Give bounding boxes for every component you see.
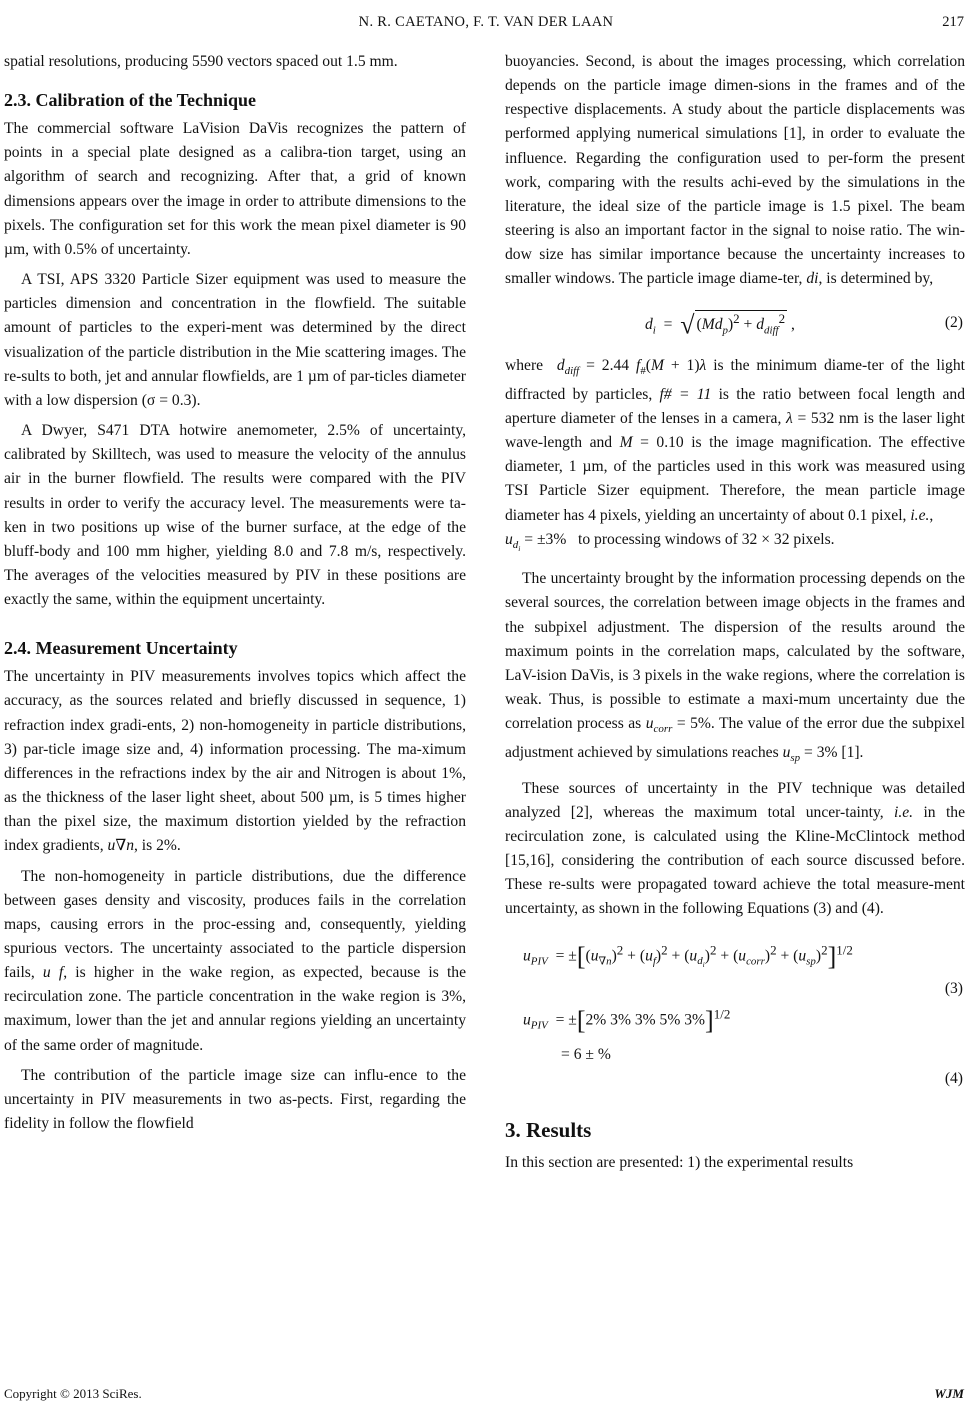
paragraph-uncertainty-1 <box>4 665 466 858</box>
right-column <box>505 50 965 1175</box>
paragraph-where: where $d_{diff} = 2.44$ $f_{\#}(M + 1)\lambda$ is the minimum diame-ter of the light diffracted by particles, f# = 11 is the ratio between focal length and aperture diameter of the lenses in a camera, λ = 532 nm is the laser light wave-length and M = 0.10 is the image magnification. The effective diameter, 1 µm, of the particles used in this work was measured using TSI Particle Sizer equipment. Therefore, the mean particle image diameter has 4 pixels, yielding an uncertainty of about 0.1 pixel, i.e., $u_{d_i} = \pm 3\%$ to processing windows of 32 × 32 pixels. <box>505 356 966 554</box>
copyright-notice: Copyright © 2013 SciRes. <box>4 1386 142 1401</box>
section-heading-results: 3. Results <box>505 1117 592 1142</box>
symbol-u-f: u f <box>42 964 64 982</box>
u-di-text: to processing windows of 32 × 32 pixels. <box>578 530 835 548</box>
symbol-M: M <box>619 434 633 452</box>
paragraph-right-2: The uncertainty brought by the information processing depends on the several sources, the correlation between image objects in the frames and the subpixel adjustment. The dispersion of the results around the maximum points in the correlation maps, calculated by the software, LaV-ision DaVis, is 3 pixels in the wake regions, where the correlation is weak. Thus, is possible to estimate a maxi-mum uncertainty due the correlation process as $u_{corr} = 5\%$. The value of the error due the subpixel adjustment achieved by simulations reaches $u_{sp} = 3\%$ [1]. <box>505 570 966 765</box>
paragraph-calibration-1: The commercial software LaVision DaVis recognizes the pattern of points in a special plate designed as a calibra-tion target, using an algorithm of search and recognizing. After that, a grid of known dimensions appears over the image in order to attribute dimensions to the pixels. The configuration set for this work the mean pixel diameter is 90 µm, with 0.5% of uncertainty. <box>4 120 466 258</box>
right-1-text: buoyancies. Second, is about the images processing, which correlation depends on the particle image dimen-sions in the frames and of the respective displacements. A study about the particle displacements was performed applying numerical simulations [1], in order to evaluate the influence. Regarding the configuration used to per-form the present work, comparing with the results achi-eved by the simulations in the literature, the ideal size of the particle image is 1.5 pixel. The beam steering is also an important factor in the signal to noise ratio. The win-dow size has similar importance because the uncertainty increases to smaller windows. The particle image diame-ter, <box>505 53 965 288</box>
symbol-f-number: f# = 11 <box>659 385 712 403</box>
paragraph-uncertainty-3: The contribution of the particle image size can influ-ence to the uncertainty in PIV measurements in two as-pects. First, regarding the fidelity in follow the flowfield <box>4 1066 466 1133</box>
paragraph-intro: spatial resolutions, producing 5590 vectors spaced out 1.5 mm. <box>4 53 398 70</box>
symbol-d-i: di <box>806 270 819 288</box>
equation-4-expression: $u_{PIV} = \pm[2\%$ 3% 3% 5% 3%]$^{1/2}$ <box>523 1005 731 1035</box>
paragraph-calibration-3: A Dwyer, S471 DTA hotwire anemometer, 2.5% of uncertainty, calibrated by Skilltech, was used to measure the velocity of the annulus air in the burner flowfield. The results were compared with the PIV results in order to verify the accuracy level. The measurements were ta-ken in two positions up wise of the burner surface, at the edge of the bluff-body and 100 mm higher, yielding 8.0 and 7.8 m/s, respectively. The averages of the velocities measured by PIV in these positions are exactly the same, within the equipment uncertainty. <box>4 422 466 609</box>
right-3-text: These sources of uncertainty in the PIV technique was detailed analyzed [2], whereas the maximum total uncer-tainty, <box>505 779 965 821</box>
where-ie: i.e. <box>910 506 930 524</box>
symbol-u-di: u <box>505 530 513 548</box>
left-column <box>4 50 466 1136</box>
equation-3-expression: $u_{PIV} = \pm[(u_{\nabla n})^2 + (u_f)^2 + (u_{d_i})^2 + (u_{corr})^2 + (u_{sp})^2]^{1/2}$ <box>523 941 853 971</box>
where-word: where <box>505 356 544 374</box>
page-header <box>0 14 972 40</box>
paragraph-right-1 <box>505 50 965 292</box>
equation-2 <box>505 292 965 354</box>
where-text-e: = 0.10 is the image magnification. The effective diameter, 1 µm, of the particles used in this work was measured using TSI Particle Sizer equipment. Therefore, the mean particle image diameter has 4 pixels, yielding an uncertainty of about 0.1 pixel, <box>505 434 966 524</box>
right-2-mid: = 5%. The value of the error due the subpixel adjustment achieved by simulations reaches <box>505 715 966 762</box>
uncertainty-1-end: , is 2%. <box>134 837 181 855</box>
right-2-text: The uncertainty brought by the information processing depends on the several sources, the correlation between image objects in the frames and the subpixel adjustment. The dispersion of the results around the maximum points in the correlation maps, calculated by the software, LaV-ision DaVis, is 3 pixels in the wake regions, where the correlation is weak. Thus, is possible to estimate a maxi-mum uncertainty due the correlation process as <box>505 570 965 733</box>
where-text-c: is the ratio between focal length and aperture diameter of the lenses in a camera, <box>505 385 966 427</box>
equation-4-number: (4) <box>944 1069 963 1087</box>
equation-4-values: 2% 3% 3% 5% 3% <box>585 1011 706 1029</box>
uncertainty-2-text: The non-homogeneity in particle distributions, due the difference between gases density and viscosity, produces fails in the correlation maps, causing errors in the proc-essing and, consequently, yielding spurious vectors. The uncertainty associated to the particle dispersion fails, <box>4 867 466 982</box>
uncertainty-2-end: , is higher in the wake region, as expected, because is the recirculation zone. The particle concentration in the wake region is 3%, maximum, lower than the jet and annular regions yielding an uncertainty of the same order of magnitude. <box>4 964 467 1054</box>
equation-4-result: = 6 ± % <box>561 1045 611 1063</box>
equation-2-expression: $d_i$ = √ $(Md_p)^2 + d_{diff}^2$ , <box>645 310 795 340</box>
where-comma: , <box>929 506 934 524</box>
uncertainty-1-text: The uncertainty in PIV measurements involves topics which affect the accuracy, as the sources related and briefly discussed in sequence, 1) refraction index gradi-ents, 2) non-homogeneity in particle distributions, 3) par-ticle image size and, 4) information processing. The ma-ximum differences in the refractions index by the air and Nitrogen is about 1%, as the thickness of the laser light sheet, about 500 µm, is 5 times higher than the pixel size, the maximum distortion yielded by the refraction index gradients, <box>4 668 466 855</box>
paragraph-right-3 <box>505 777 965 922</box>
paragraph-calibration-2: A TSI, APS 3320 Particle Sizer equipment was used to measure the particles dimension and concentration in the flowfield. The suitable amount of particles to the experi-ment was determined by the direct visualization of the particle distribution in the Mie scattering images. The re-sults to both, jet and annular flowfields, are 1 µm of par-ticles diameter with a low dispersion (σ = 0.3). <box>4 271 466 409</box>
right-3-end: in the recirculation zone, is calculated using the Kline-McClintock method [15,16], considering the contribution of each source discussed before. These re-sults were propagated toward achieve the total measure-ment uncertainty, as shown in the following Equations (3) and (4). <box>505 803 966 918</box>
page-footer <box>0 1386 972 1406</box>
section-heading-calibration: 2.3. Calibration of the Technique <box>4 90 257 111</box>
equation-3-number: (3) <box>944 979 963 997</box>
equation-2-number: (2) <box>944 313 963 331</box>
symbol-lambda: λ <box>786 409 793 427</box>
page-number: 217 <box>942 14 964 30</box>
symbol-d-diff: d <box>556 356 565 374</box>
equation-3 <box>505 932 965 997</box>
paragraph-results: In this section are presented: 1) the experimental results <box>505 1153 854 1171</box>
eq2-lhs: d <box>645 315 653 333</box>
paragraph-uncertainty-2 <box>4 865 466 1058</box>
right-2-end: = 3% [1]. <box>804 744 864 762</box>
section-heading-uncertainty: 2.4. Measurement Uncertainty <box>4 638 238 659</box>
journal-abbreviation: WJM <box>934 1386 964 1401</box>
right-3-ie: i.e. <box>894 803 914 821</box>
symbol-u-sp: u <box>782 744 791 762</box>
where-text-b: is the minimum diame-ter of the light diffracted by particles, <box>505 356 965 403</box>
equation-4 <box>505 1000 965 1096</box>
right-1-end: , is determined by, <box>818 270 934 288</box>
symbol-u-corr: u <box>645 715 654 733</box>
running-title: N. R. CAETANO, F. T. VAN DER LAAN <box>358 14 614 30</box>
symbol-u-nabla-n: u∇n <box>107 837 134 855</box>
where-text-d: = 532 nm is the laser light wave-length and <box>505 409 965 452</box>
